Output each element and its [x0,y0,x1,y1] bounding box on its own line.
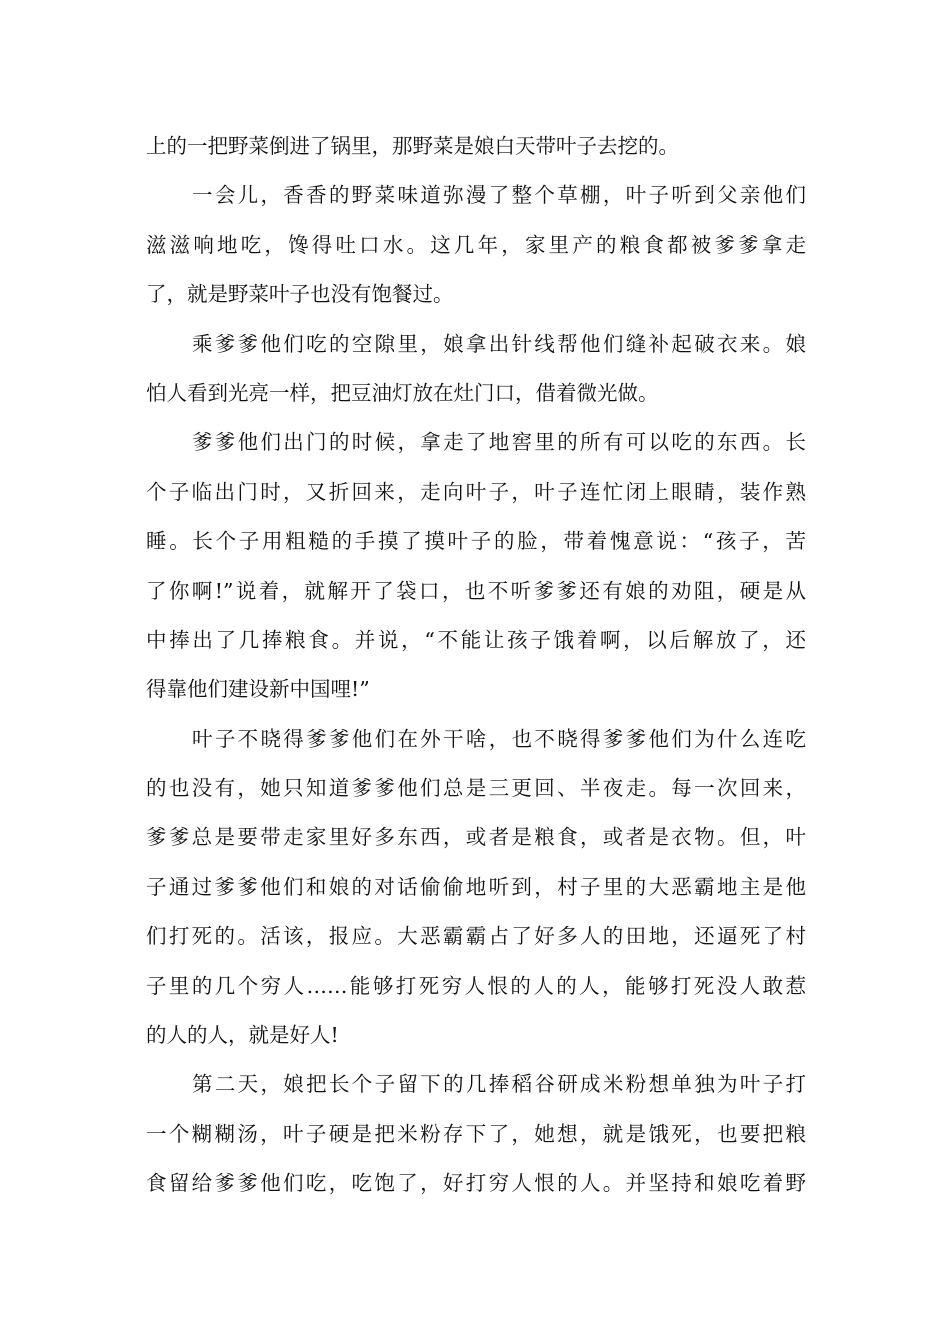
text-line: 们打死的。活该，报应。大恶霸霸占了好多人的田地，还逼死了村 [146,924,806,949]
text-line: 的人的人，就是好人! [146,1023,339,1048]
text-line: 了，就是野菜叶子也没有饱餐过。 [146,282,454,307]
text-line: 爹爹总是要带走家里好多东西，或者是粮食，或者是衣物。但，叶 [146,825,806,850]
text-line: 食留给爹爹他们吃，吃饱了，好打穷人恨的人。并坚持和娘吃着野 [146,1171,806,1196]
text-line: 乘爹爹他们吃的空隙里，娘拿出针线帮他们缝补起破衣来。娘 [192,331,806,356]
text-line: 个子临出门时，又折回来，走向叶子，叶子连忙闭上眼睛，装作熟 [146,479,806,504]
text-line: 上的一把野菜倒进了锅里，那野菜是娘白天带叶子去挖的。 [146,134,679,158]
text-line: 叶子不晓得爹爹他们在外干啥，也不晓得爹爹他们为什么连吃 [192,726,806,751]
text-line: 子里的几个穷人……能够打死穷人恨的人的人，能够打死没人敢惹 [146,973,806,998]
text-line: 第二天，娘把长个子留下的几捧稻谷研成米粉想单独为叶子打 [192,1072,806,1097]
body-text [146,122,806,1209]
text-line: 子通过爹爹他们和娘的对话偷偷地听到，村子里的大恶霸地主是他 [146,874,806,899]
text-line: 得靠他们建设新中国哩!” [146,677,370,702]
text-line: 一会儿，香香的野菜味道弥漫了整个草棚，叶子听到父亲他们 [192,183,806,208]
text-line: 滋滋响地吃，馋得吐口水。这几年，家里产的粮食都被爹爹拿走 [146,232,806,257]
text-line: 的也没有，她只知道爹爹他们总是三更回、半夜走。每一次回来， [146,776,806,801]
text-line: 了你啊!”说着，就解开了袋口，也不听爹爹还有娘的劝阻，硬是从 [146,578,806,603]
text-line: 怕人看到光亮一样，把豆油灯放在灶门口，借着微光做。 [146,380,659,405]
text-line: 睡。长个子用粗糙的手摸了摸叶子的脸，带着愧意说：“孩子，苦 [146,529,806,554]
text-line: 中捧出了几捧粮食。并说，“不能让孩子饿着啊，以后解放了，还 [146,627,806,652]
text-line: 一个糊糊汤，叶子硬是把米粉存下了，她想，就是饿死，也要把粮 [146,1121,806,1146]
text-line: 爹爹他们出门的时候，拿走了地窖里的所有可以吃的东西。长 [192,430,806,455]
